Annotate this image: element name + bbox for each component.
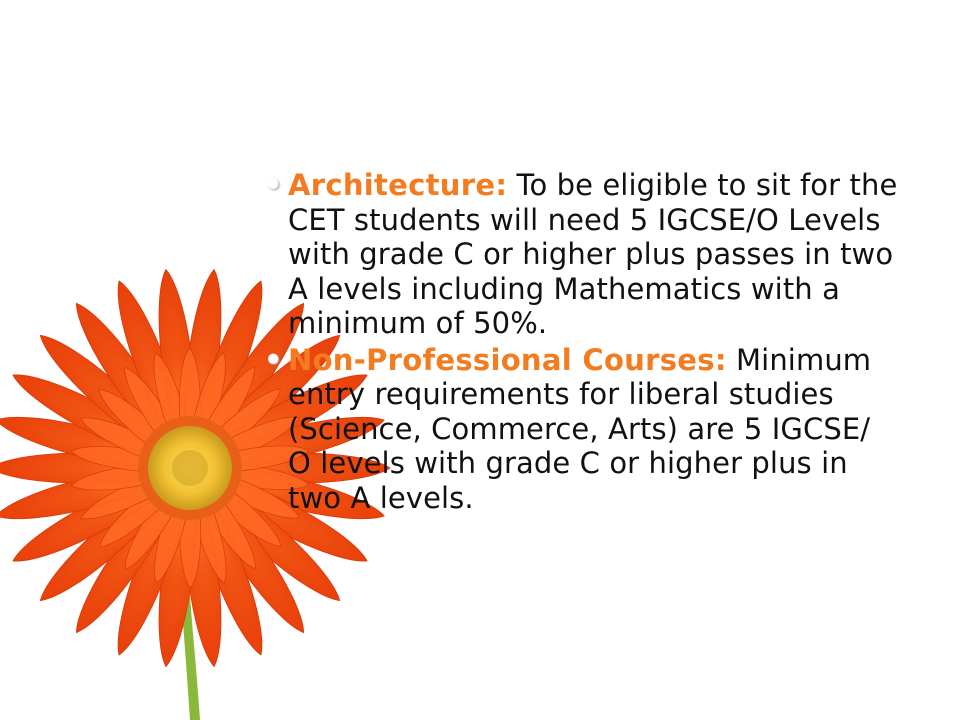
bullet-heading-architecture: Architecture:	[288, 168, 508, 202]
bullet-text-architecture: To be eligible to sit for the CET students will need 5 IGCSE/O Levels with grade C or higher plus passes in two A levels including Mathematics with a minimum of 50%.	[288, 168, 898, 340]
bullet-text-non-professional: Minimum entry requirements for liberal studies (Science, Commerce, Arts) are 5 IGCSE/ O levels with grade C or higher plus in two A levels.	[288, 342, 872, 515]
bullet-heading-non-professional: Non-Professional Courses:	[288, 342, 727, 377]
bullet-non-professional	[262, 343, 902, 516]
bullet-dot: •	[264, 168, 283, 202]
bullet-dot: •	[264, 342, 283, 377]
bullet-architecture	[262, 168, 902, 341]
flower-disc	[172, 450, 208, 486]
bullet-list	[262, 168, 902, 517]
